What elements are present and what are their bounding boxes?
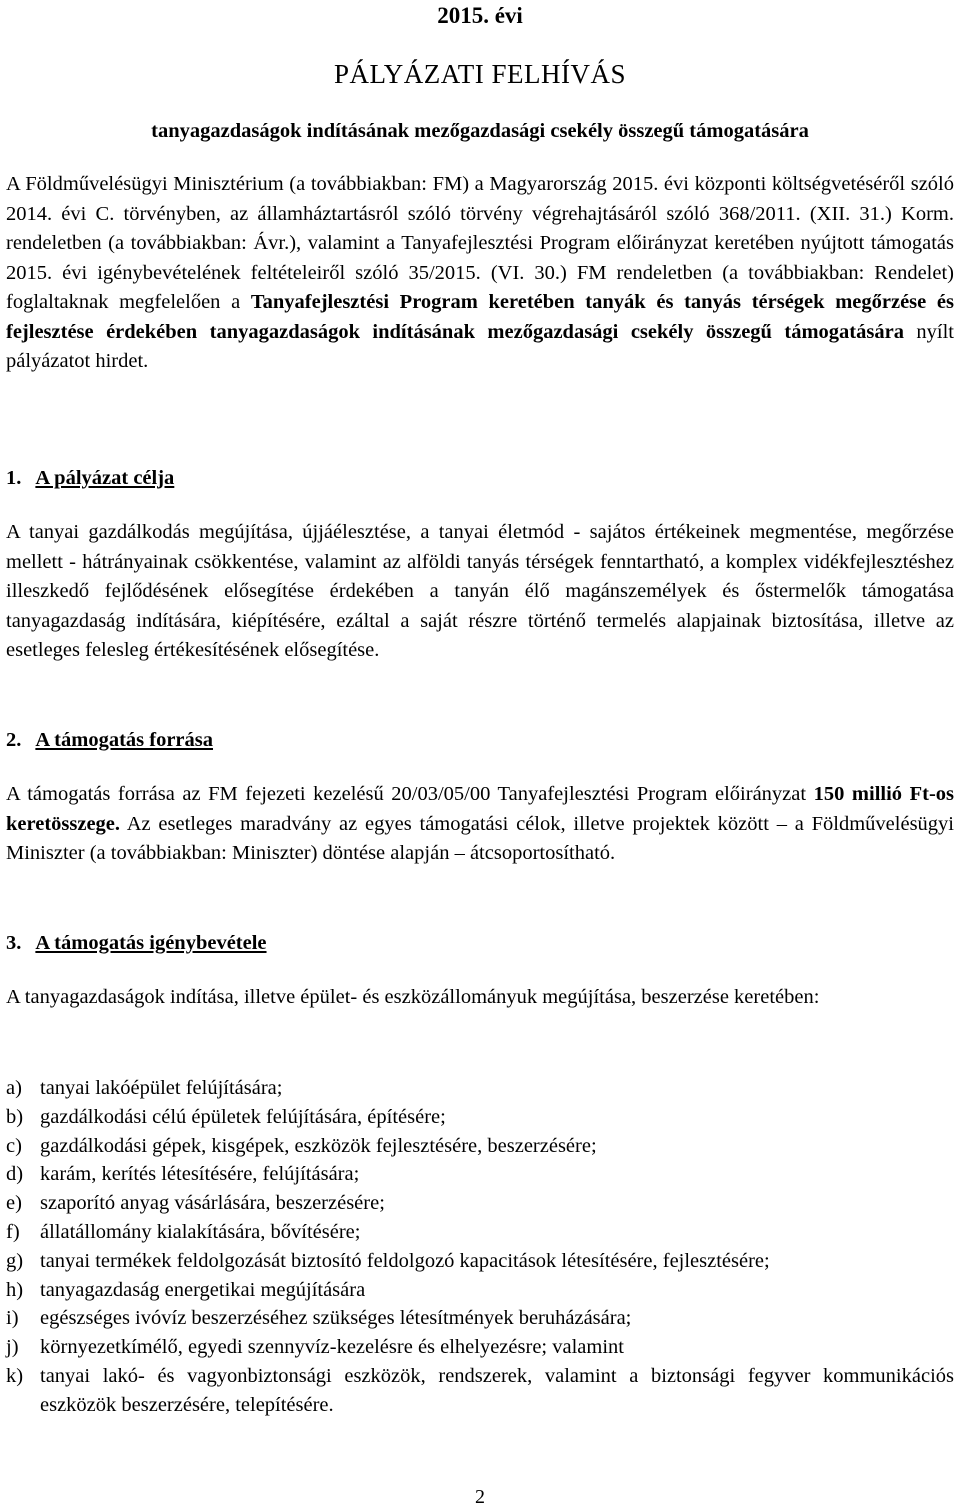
list-item-marker: b)	[6, 1105, 24, 1128]
list-item	[6, 1362, 954, 1420]
list-item-marker: c)	[6, 1134, 22, 1157]
list-item	[6, 1333, 954, 1362]
list-item	[6, 1074, 954, 1103]
section-2-text	[6, 780, 954, 869]
list-item-marker: h)	[6, 1278, 24, 1301]
list-item-marker: d)	[6, 1163, 24, 1186]
intro-text-bold: Tanyafejlesztési Program keretében tanyák és tanyás térségek megőrzése és fejlesztése érdekében tanyagazdaságok indításának mezőgazdasági csekély összegű támogatására	[6, 291, 954, 343]
section-2-text-part2: Az esetleges maradvány az egyes támogatási célok, illetve projektek között – a Földművelésügyi Miniszter (a továbbiakban: Miniszter) döntése alapján – átcsoportosítható.	[6, 812, 954, 864]
intro-text-part2: nyílt pályázatot hirdet.	[6, 320, 955, 372]
list-item-marker: k)	[6, 1364, 24, 1387]
list-item	[6, 1103, 954, 1132]
list-item-text: gazdálkodási gépek, kisgépek, eszközök fejlesztésére, beszerzésére;	[40, 1134, 597, 1157]
section-2-number: 2.	[6, 729, 22, 751]
list-item-text: szaporító anyag vásárlására, beszerzésére;	[40, 1192, 385, 1215]
list-item-text: egészséges ivóvíz beszerzéséhez szükséges létesítmények beruházására;	[40, 1307, 632, 1330]
section-1-text: A tanyai gazdálkodás megújítása, újjáélesztése, a tanyai életmód - sajátos értékeinek megmentése, megőrzése mellett - hátrányainak csökkentése, valamint az alföldi tanyás térségek fenntartható, a komplex vidékfejlesztéshez illeszkedő fejlődésének elősegítése érdekében a tanyán élő magánszemélyek és őstermelők támogatása tanyagazdaság indítására, kiépítésére, ezáltal a saját részre történő termelés alapjainak biztosítása, illetve az esetleges felesleg értékesítésének elősegítése.	[6, 521, 954, 661]
list-item-text: tanyai lakóépület felújítására;	[40, 1077, 283, 1099]
list-item	[6, 1218, 954, 1247]
list-item-text: állatállomány kialakítására, bővítésére;	[40, 1220, 361, 1243]
document-year: 2015. évi	[437, 3, 523, 28]
list-item	[6, 1304, 954, 1333]
list-item-marker: i)	[6, 1307, 19, 1330]
support-purpose-list	[6, 1074, 954, 1420]
list-item-marker: a)	[6, 1077, 22, 1099]
section-2-heading	[6, 726, 213, 754]
list-item-text: tanyai termékek feldolgozását biztosító feldolgozó kapacitások létesítésére, fejlesztésére;	[40, 1249, 770, 1272]
list-item-marker: f)	[6, 1220, 20, 1243]
list-item	[6, 1132, 954, 1161]
section-2-title: A támogatás forrása	[35, 729, 214, 751]
section-1-heading	[6, 464, 174, 492]
list-item-text: tanyai lakó- és vagyonbiztonsági eszközök, rendszerek, valamint a biztonsági fegyver kommunikációs eszközök beszerzésére, telepítésére.	[40, 1364, 954, 1416]
list-item	[6, 1189, 954, 1218]
list-item	[6, 1160, 954, 1189]
section-2-text-bold: 150 millió Ft-os keretösszege.	[6, 783, 954, 835]
list-item-marker: e)	[6, 1192, 22, 1215]
section-3-text: A tanyagazdaságok indítása, illetve épület- és eszközállományuk megújítása, beszerzése keretében:	[6, 986, 820, 1008]
list-item	[6, 1276, 954, 1305]
list-item-text: gazdálkodási célú épületek felújítására, építésére;	[40, 1105, 446, 1128]
document-subtitle: tanyagazdaságok indításának mezőgazdasági csekély összegű támogatására	[151, 120, 809, 142]
list-item	[6, 1247, 954, 1276]
list-item-text: környezetkímélő, egyedi szennyvíz-kezelésre és elhelyezésre; valamint	[40, 1336, 624, 1359]
intro-paragraph	[6, 170, 954, 377]
section-2-text-part1: A támogatás forrása az FM fejezeti kezelésű 20/03/05/00 Tanyafejlesztési Program előirányzat	[6, 783, 814, 805]
section-1-title: A pályázat célja	[35, 467, 175, 489]
document-title: PÁLYÁZATI FELHÍVÁS	[333, 59, 627, 89]
list-item-text: karám, kerítés létesítésére, felújítására;	[40, 1163, 360, 1186]
list-item-marker: g)	[6, 1249, 24, 1272]
page-number: 2	[475, 1486, 485, 1508]
section-3-title: A támogatás igénybevétele	[35, 932, 267, 954]
intro-text-part1: A Földművelésügyi Minisztérium (a továbbiakban: FM) a Magyarország 2015. évi központi költségvetéséről szóló 2014. évi C. törvényben, az államháztartásról szóló törvény végrehajtásáról szóló 368/2011. (XII. 31.) Korm. rendeletben (a továbbiakban: Ávr.), valamint a Tanyafejlesztési Program előirányzat keretében nyújtott támogatás 2015. évi igénybevételének feltételeiről szóló 35/2015. (VI. 30.) FM rendeletben (a továbbiakban: Rendelet) foglaltaknak megfelelően a	[6, 173, 954, 313]
list-item-text: tanyagazdaság energetikai megújítására	[40, 1278, 366, 1301]
section-1-number: 1.	[6, 467, 22, 489]
section-3-number: 3.	[6, 932, 22, 954]
list-item-marker: j)	[6, 1336, 19, 1359]
section-3-heading	[6, 929, 267, 957]
